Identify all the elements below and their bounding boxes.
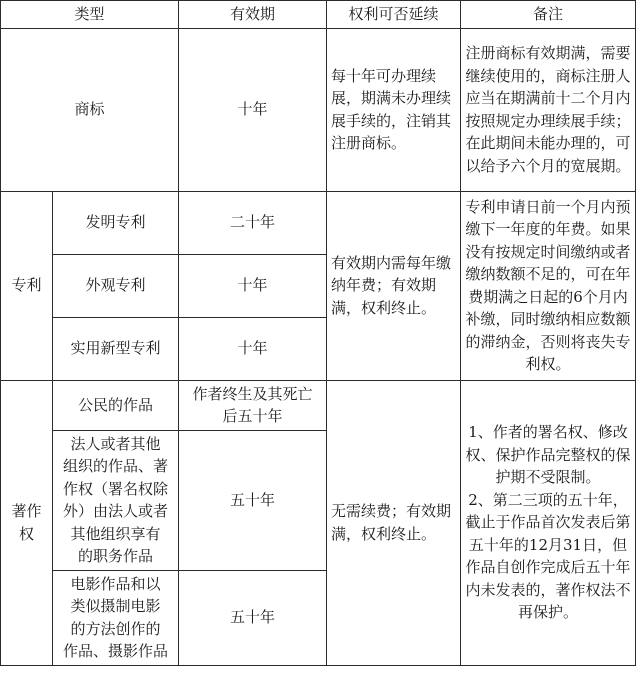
copyright-type-film: 电影作品和以 类似摄制电影 的方法创作的 作品、摄影作品 bbox=[53, 570, 179, 665]
patent-note: 专利申请日前一个月内预缴下一年度的年费。如果没有按规定时间缴纳或者缴纳数额不足的，可在年费期满之日起的6个月内补缴，同时缴纳相应数额的滞纳金，否则将丧失专利权。 bbox=[461, 191, 636, 380]
patent-validity-invention: 二十年 bbox=[179, 191, 327, 254]
trademark-note: 注册商标有效期满，需要继续使用的，商标注册人应当在期满前十二个月内按照规定办理续展手续；在此期间未能办理的，可以给予六个月的宽展期。 bbox=[461, 28, 636, 191]
patent-group-label: 专利 bbox=[1, 191, 53, 380]
header-row bbox=[1, 1, 636, 29]
copyright-row-citizen bbox=[1, 380, 636, 430]
header-note: 备注 bbox=[461, 1, 636, 29]
copyright-note: 1、作者的署名权、修改权、保护作品完整权的保护期不受限制。 2、第二三项的五十年，截止于作品首次发表后第五十年的12月31日，但作品自创作完成后五十年内未发表的，著作权法不再保护。 bbox=[461, 380, 636, 665]
copyright-type-corporate: 法人或者其他 组织的作品、著 作权（署名权除 外）由法人或者 其他组织享有 的职务作品 bbox=[53, 430, 179, 570]
trademark-type: 商标 bbox=[1, 28, 179, 191]
patent-renew: 有效期内需每年缴纳年费；有效期满，权利终止。 bbox=[327, 191, 461, 380]
patent-validity-design: 十年 bbox=[179, 254, 327, 317]
copyright-group-label: 著作 权 bbox=[1, 380, 53, 665]
copyright-type-citizen: 公民的作品 bbox=[53, 380, 179, 430]
copyright-validity-film: 五十年 bbox=[179, 570, 327, 665]
header-type: 类型 bbox=[1, 1, 179, 29]
trademark-row bbox=[1, 28, 636, 191]
copyright-validity-corporate: 五十年 bbox=[179, 430, 327, 570]
header-validity: 有效期 bbox=[179, 1, 327, 29]
trademark-renew: 每十年可办理续展，期满未办理续展手续的，注销其注册商标。 bbox=[327, 28, 461, 191]
patent-row-invention bbox=[1, 191, 636, 254]
patent-validity-utility: 十年 bbox=[179, 317, 327, 380]
copyright-validity-citizen: 作者终生及其死亡 后五十年 bbox=[179, 380, 327, 430]
header-renew: 权利可否延续 bbox=[327, 1, 461, 29]
patent-type-design: 外观专利 bbox=[53, 254, 179, 317]
copyright-renew: 无需续费；有效期满，权利终止。 bbox=[327, 380, 461, 665]
patent-type-invention: 发明专利 bbox=[53, 191, 179, 254]
patent-type-utility: 实用新型专利 bbox=[53, 317, 179, 380]
trademark-validity: 十年 bbox=[179, 28, 327, 191]
